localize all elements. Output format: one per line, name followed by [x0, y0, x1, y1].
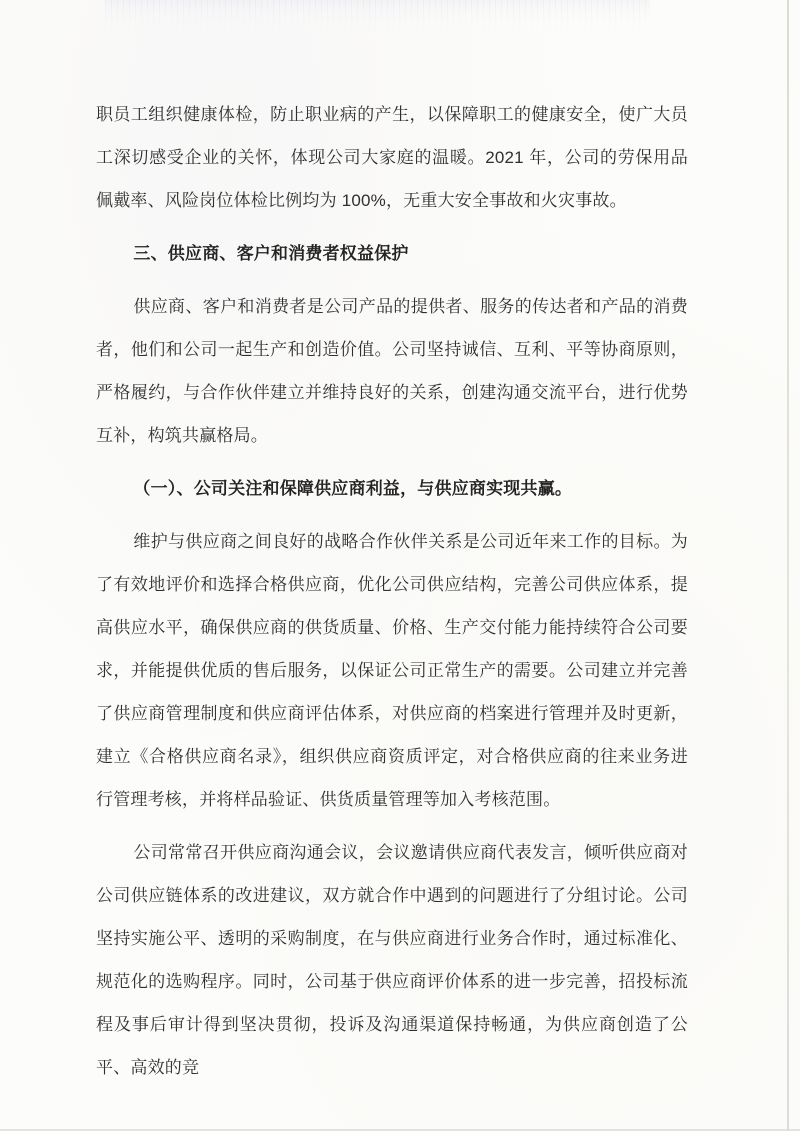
paragraph-supplier-evaluation-management: 维护与供应商之间良好的战略合作伙伴关系是公司近年来工作的目标。为了有效地评价和选择合格供应商，优化公司供应结构，完善公司供应体系，提高供应水平，确保供应商的供货质量、价格、生产交付能力能持续符合公司要求，并能提供优质的售后服务，以保证公司正常生产的需要。公司建立并完善了供应商管理制度和供应商评估体系，对供应商的档案进行管理并及时更新，建立《合格供应商名录》，组织供应商资质评定，对合格供应商的往来业务进行管理考核，并将样品验证、供货质量管理等加入考核范围。 [96, 532, 688, 809]
paragraph-employee-health-continuation: 职员工组织健康体检，防止职业病的产生，以保障职工的健康安全，使广大员工深切感受企业的关怀，体现公司大家庭的温暖。2021 年，公司的劳保用品佩戴率、风险岗位体检比例均为 100%，无重大安全事故和火灾事故。 [96, 105, 688, 210]
subsection-heading-supplier-win-win: （一）、公司关注和保障供应商利益，与供应商实现共赢。 [133, 479, 573, 498]
paragraph-supplier-customer-value-creation: 供应商、客户和消费者是公司产品的提供者、服务的传达者和产品的消费者，他们和公司一起生产和创造价值。公司坚持诚信、互利、平等协商原则，严格履约，与合作伙伴建立并维持良好的关系，创建沟通交流平台，进行优势互补，构筑共赢格局。 [96, 297, 688, 445]
page-right-edge-line [787, 0, 789, 1131]
document-text-column [96, 93, 688, 1089]
section-heading-supplier-customer-consumer-rights: 三、供应商、客户和消费者权益保护 [133, 244, 409, 263]
paragraph-supplier-communication-procurement: 公司常常召开供应商沟通会议，会议邀请供应商代表发言，倾听供应商对公司供应链体系的改进建议，双方就合作中遇到的问题进行了分组讨论。公司坚持实施公平、透明的采购制度，在与供应商进行业务合作时，通过标准化、规范化的选购程序。同时，公司基于供应商评价体系的进一步完善，招投标流程及事后审计得到坚决贯彻，投诉及沟通渠道保持畅通，为供应商创造了公平、高效的竞 [96, 843, 688, 1077]
scan-noise-artifact [105, 0, 650, 36]
